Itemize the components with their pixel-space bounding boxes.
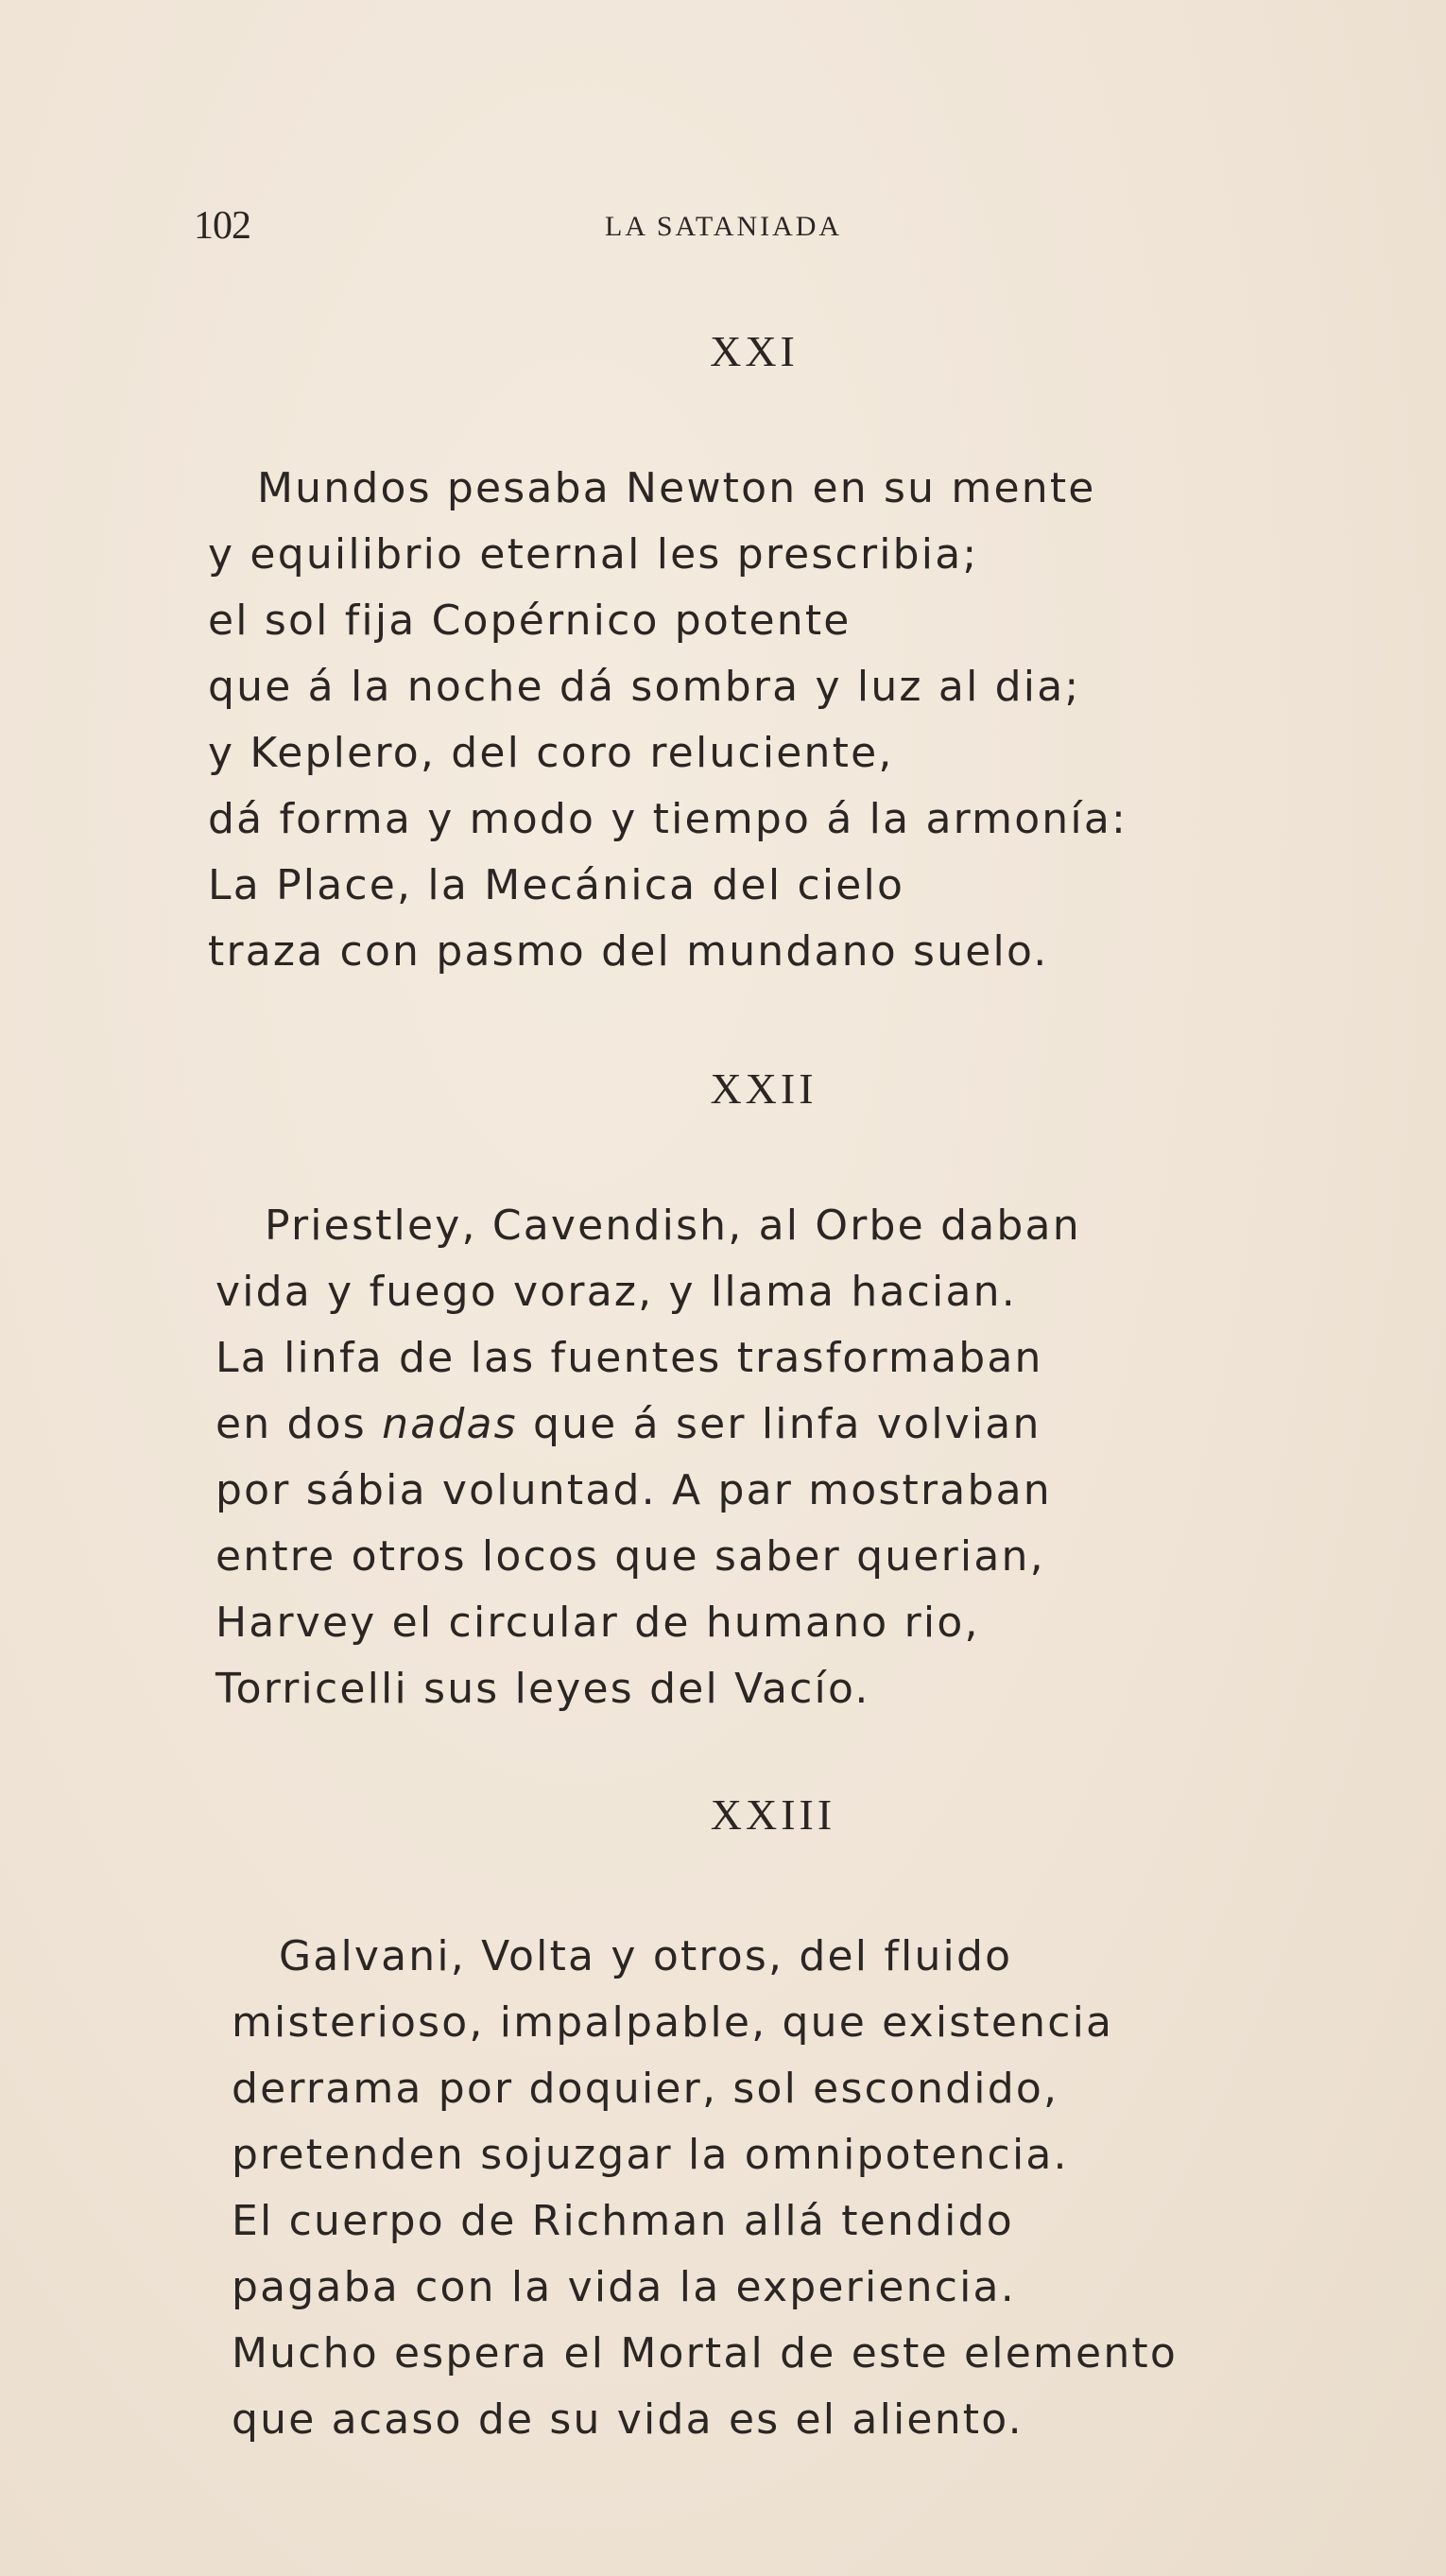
page-number: 102 xyxy=(194,204,250,248)
stanza-number-xxi: XXI xyxy=(710,327,799,375)
verse-line: dá forma y modo y tiempo á la armonía: xyxy=(208,795,1128,843)
verse-line: y Keplero, del coro reluciente, xyxy=(208,729,894,777)
verse-line: Galvani, Volta y otros, del fluido xyxy=(279,1932,1013,1980)
verse-line: La Place, la Mecánica del cielo xyxy=(208,861,905,909)
stanza-number-xxiii: XXIII xyxy=(710,1790,836,1839)
verse-line: y equilibrio eternal les prescribia; xyxy=(208,530,979,579)
verse-line: traza con pasmo del mundano suelo. xyxy=(208,927,1049,976)
verse-line: derrama por doquier, sol escondido, xyxy=(232,2065,1059,2113)
verse-line: Harvey el circular de humano rio, xyxy=(215,1599,980,1647)
verse-line: vida y fuego voraz, y llama hacian. xyxy=(215,1268,1017,1316)
verse-line: La linfa de las fuentes trasformaban xyxy=(215,1334,1043,1382)
verse-line: el sol fija Copérnico potente xyxy=(208,596,852,645)
running-head xyxy=(194,203,1139,260)
stanza-number-xxii: XXII xyxy=(710,1064,818,1113)
verse-line: pagaba con la vida la experiencia. xyxy=(232,2263,1016,2311)
verse-line: entre otros locos que saber querian, xyxy=(215,1532,1045,1581)
stanza-xxi xyxy=(208,456,1128,985)
verse-line: que á la noche dá sombra y luz al dia; xyxy=(208,663,1081,711)
verse-text: en dos xyxy=(215,1400,383,1448)
verse-text: que á ser linfa volvian xyxy=(517,1400,1041,1448)
verse-line: misterioso, impalpable, que existencia xyxy=(232,1998,1114,2047)
verse-line: que acaso de su vida es el aliento. xyxy=(232,2395,1024,2444)
stanza-xxii xyxy=(215,1193,1081,1722)
verse-line-with-italic xyxy=(215,1392,1081,1458)
verse-line: Mundos pesaba Newton en su mente xyxy=(257,464,1096,512)
stanza-xxiii xyxy=(232,1924,1178,2453)
verse-line: Priestley, Cavendish, al Orbe daban xyxy=(265,1202,1081,1250)
verse-line: El cuerpo de Richman allá tendido xyxy=(232,2197,1014,2245)
verse-line: Torricelli sus leyes del Vacío. xyxy=(215,1665,870,1713)
verse-line: por sábia voluntad. A par mostraban xyxy=(215,1466,1052,1514)
italic-word: nadas xyxy=(382,1400,518,1448)
verse-line: Mucho espera el Mortal de este elemento xyxy=(232,2329,1178,2377)
running-title: LA SATANIADA xyxy=(605,211,843,242)
verse-line: pretenden sojuzgar la omnipotencia. xyxy=(232,2131,1069,2179)
